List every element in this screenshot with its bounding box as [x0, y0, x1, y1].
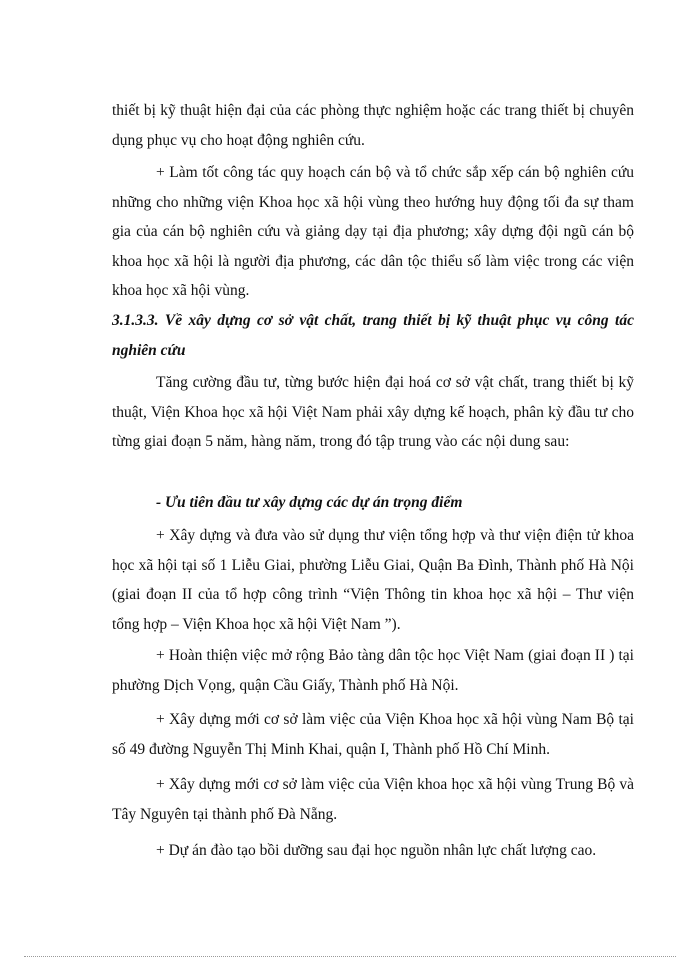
paragraph-investment-intro: Tăng cường đầu tư, từng bước hiện đại hoá cơ sở vật chất, trang thiết bị kỹ thuật, Viện Khoa học xã hội Việt Nam phải xây dựng kế hoạch, phân kỳ đầu tư cho từng giai đoạn 5 năm, hàng năm, trong đó tập trung vào các nội dung sau: — [112, 374, 634, 450]
section-heading-3-1-3-3: 3.1.3.3. Về xây dựng cơ sở vật chất, trang thiết bị kỹ thuật phục vụ công tác nghiên cứu — [112, 312, 634, 359]
paragraph-library-project: + Xây dựng và đưa vào sử dụng thư viện tổng hợp và thư viện điện tử khoa học xã hội tại số 1 Liễu Giai, phường Liễu Giai, Quận Ba Đình, Thành phố Hà Nội (giai đoạn II của tổ hợp công trình “Viện Thông tin khoa học xã hội – Thư viện tổng hợp – Viện Khoa học xã hội Việt Nam ”). — [112, 527, 634, 633]
paragraph-equipment-continued: thiết bị kỹ thuật hiện đại của các phòng thực nghiệm hoặc các trang thiết bị chuyên dụng phục vụ cho hoạt động nghiên cứu. — [112, 102, 634, 149]
page-bottom-divider — [24, 956, 676, 957]
subheading-priority-projects: - Ưu tiên đầu tư xây dựng các dự án trọng điểm — [156, 494, 463, 511]
paragraph-southern-institute: + Xây dựng mới cơ sở làm việc của Viện Khoa học xã hội vùng Nam Bộ tại số 49 đường Nguyễn Thị Minh Khai, quận I, Thành phố Hồ Chí Minh. — [112, 711, 634, 758]
paragraph-museum-project: + Hoàn thiện việc mở rộng Bảo tàng dân tộc học Việt Nam (giai đoạn II ) tại phường Dịch Vọng, quận Cầu Giấy, Thành phố Hà Nội. — [112, 647, 634, 694]
paragraph-staff-planning: + Làm tốt công tác quy hoạch cán bộ và tổ chức sắp xếp cán bộ nghiên cứu những cho những viện Khoa học xã hội vùng theo hướng huy động tối đa sự tham gia của cán bộ nghiên cứu và giảng dạy tại địa phương; xây dựng đội ngũ cán bộ khoa học xã hội là người địa phương, các dân tộc thiểu số làm việc trong các viện khoa học xã hội vùng. — [112, 164, 634, 299]
paragraph-central-institute: + Xây dựng mới cơ sở làm việc của Viện khoa học xã hội vùng Trung Bộ và Tây Nguyên tại thành phố Đà Nẵng. — [112, 776, 634, 823]
paragraph-training-project: + Dự án đào tạo bồi dưỡng sau đại học nguồn nhân lực chất lượng cao. — [156, 842, 597, 859]
